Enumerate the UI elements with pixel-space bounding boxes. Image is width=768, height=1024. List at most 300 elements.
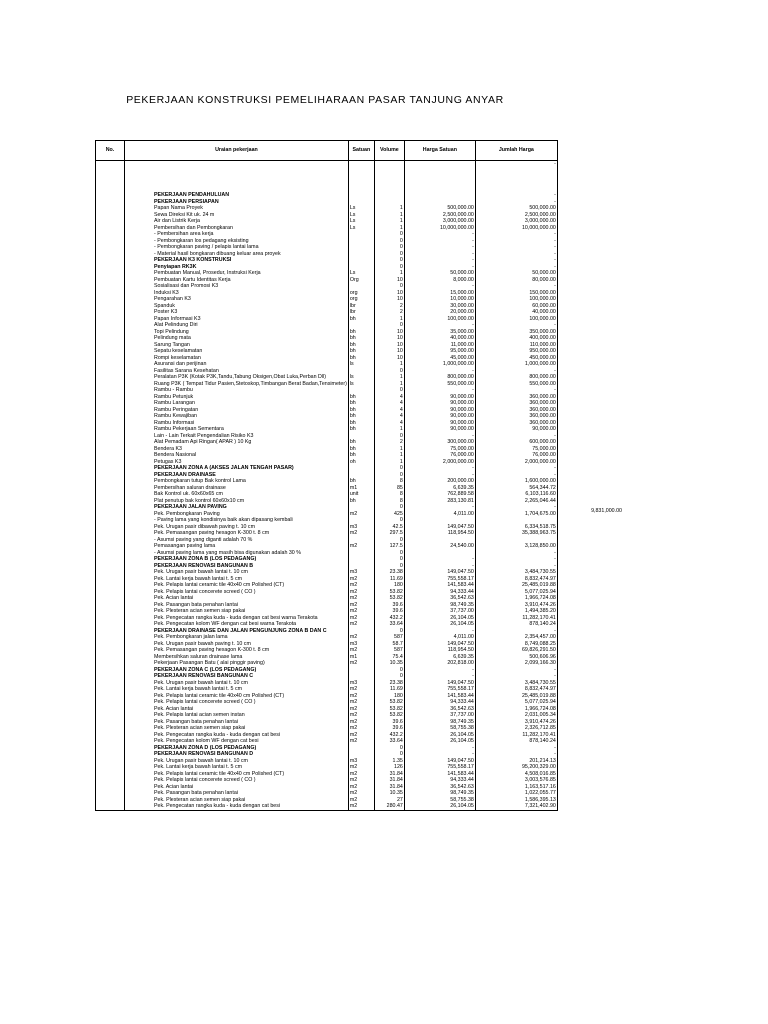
cell-satuan: m2 <box>348 771 374 778</box>
cell-uraian: - Pembongkaran paving / pelapis lantai lama <box>125 244 349 251</box>
cell-volume: 11.69 <box>374 686 404 693</box>
cell-harga-satuan: 1,000,000.00 <box>404 361 475 368</box>
cell-uraian: Fasilitas Sarana Kesehatan <box>125 368 349 375</box>
cell-jumlah-harga: 100,000.00 <box>475 296 557 303</box>
cell-uraian: - Paving lama yang kondisinya baik akan dipasang kembali <box>125 517 349 524</box>
cell-volume: 0 <box>374 472 404 479</box>
cell-uraian: Spanduk <box>125 303 349 310</box>
cell-harga-satuan: 283,130.81 <box>404 498 475 505</box>
cell-jumlah-harga: 2,500,000.00 <box>475 212 557 219</box>
cell-uraian: Pek. Urugan pasir bawah paving t. 10 cm <box>125 641 349 648</box>
cell-uraian: - Material hasil bongkaran dibuang keluar area proyek <box>125 251 349 258</box>
cell-volume: 1 <box>374 225 404 232</box>
cell-harga-satuan: - <box>404 231 475 238</box>
cell-harga-satuan: - <box>404 368 475 375</box>
cell-jumlah-harga: 95,200,329.00 <box>475 764 557 771</box>
cell-jumlah-harga: 8,832,474.97 <box>475 576 557 583</box>
cell-uraian: Penyiapan RK3K <box>125 264 349 271</box>
cell-uraian: Pek. Pengecatan rangka kuda - kuda dengan cat besi warna Terakota <box>125 615 349 622</box>
cell-jumlah-harga: 8,832,474.97 <box>475 686 557 693</box>
cell-no <box>96 803 125 810</box>
cell-uraian: Pek. Pengecatan rangka kuda - kuda dengan cat besi <box>125 732 349 739</box>
cell-jumlah-harga: - <box>475 264 557 271</box>
cell-volume: 31.84 <box>374 784 404 791</box>
cell-uraian: Pek. Urugan pasir bawah lantai t. 10 cm <box>125 680 349 687</box>
cell-satuan: ls <box>348 361 374 368</box>
cell-jumlah-harga: - <box>475 472 557 479</box>
cell-harga-satuan: - <box>404 244 475 251</box>
cell-uraian: Pek. Pengecatan kolom WF dengan cat besi warna Terakota <box>125 621 349 628</box>
cell-volume: 0 <box>374 745 404 752</box>
cell-volume: 10 <box>374 342 404 349</box>
cell-volume: 0 <box>374 751 404 758</box>
cell-uraian: PEKERJAAN ZONA B (LOS PEDAGANG) <box>125 556 349 563</box>
cell-volume: 31.84 <box>374 777 404 784</box>
cell-harga-satuan: - <box>404 673 475 680</box>
cell-harga-satuan: - <box>404 387 475 394</box>
cell-harga-satuan: 118,954.50 <box>404 530 475 537</box>
cell-volume: 10 <box>374 335 404 342</box>
cell-jumlah-harga: 4,508,016.85 <box>475 771 557 778</box>
cell-volume: 10.35 <box>374 660 404 667</box>
cell-jumlah-harga: 3,484,730.55 <box>475 569 557 576</box>
cell-harga-satuan: 58,755.38 <box>404 725 475 732</box>
cell-volume: 0 <box>374 667 404 674</box>
cell-volume: 10 <box>374 355 404 362</box>
cell-satuan: bh <box>348 413 374 420</box>
cell-uraian: Pelindung mata <box>125 335 349 342</box>
header-volume: Volume <box>374 141 404 161</box>
cell-jumlah-harga: 360,000.00 <box>475 413 557 420</box>
cell-satuan: ls <box>348 381 374 388</box>
cell-harga-satuan: 36,542.63 <box>404 784 475 791</box>
cell-no <box>96 161 125 193</box>
cell-harga-satuan: 94,333.44 <box>404 589 475 596</box>
cell-satuan: m2 <box>348 634 374 641</box>
cell-harga-satuan: 550,000.00 <box>404 381 475 388</box>
cell-uraian: Pek. Pasangan bata penahan lantai <box>125 719 349 726</box>
cell-satuan: Org <box>348 277 374 284</box>
cell-uraian: Pek. Acian lantai <box>125 706 349 713</box>
cell-harga-satuan: 149,047.50 <box>404 758 475 765</box>
cell-satuan: m2 <box>348 615 374 622</box>
cell-uraian: Rompi keselamatan <box>125 355 349 362</box>
cell-harga-satuan: - <box>404 472 475 479</box>
cell-jumlah-harga: 3,000,000.00 <box>475 218 557 225</box>
cell-uraian: Peralatan P3K (Kotak P3K,Tandu,Tabung Oksigen,Obat Luka,Perban Dll) <box>125 374 349 381</box>
cell-satuan: m2 <box>348 582 374 589</box>
cell-harga-satuan: - <box>404 251 475 258</box>
header-harga-satuan: Harga Satuan <box>404 141 475 161</box>
cell-uraian: Papan Nama Proyek <box>125 205 349 212</box>
cell-jumlah-harga: 3,128,850.00 <box>475 543 557 550</box>
cell-harga-satuan: 2,000,000.00 <box>404 459 475 466</box>
cell-uraian: Pembersihan dan Pembongkaran <box>125 225 349 232</box>
cell-satuan: bh <box>348 426 374 433</box>
cell-volume: 1 <box>374 205 404 212</box>
cell-uraian: Pek. Plesteran acian semen siap pakai <box>125 725 349 732</box>
cell-satuan: bh <box>348 316 374 323</box>
cell-volume: 2 <box>374 309 404 316</box>
cell-satuan: bh <box>348 394 374 401</box>
table-row <box>96 803 558 810</box>
cell-volume: 0 <box>374 251 404 258</box>
cell-jumlah-harga: - <box>475 322 557 329</box>
cell-jumlah-harga: 1,600,000.00 <box>475 478 557 485</box>
cell-jumlah-harga: 950,000.00 <box>475 348 557 355</box>
cell-volume: 297.5 <box>374 530 404 537</box>
cell-jumlah-harga: 10,000,000.00 <box>475 225 557 232</box>
cell-volume: 2 <box>374 439 404 446</box>
cell-volume: 10 <box>374 329 404 336</box>
cell-uraian: Pembuatan Manual, Prosedur, Instruksi Kerja <box>125 270 349 277</box>
cell-satuan: m2 <box>348 699 374 706</box>
cell-jumlah-harga: 3,484,730.55 <box>475 680 557 687</box>
cell-volume: 0 <box>374 283 404 290</box>
grand-total: 9,831,000.00 <box>591 508 622 514</box>
cell-volume: 1 <box>374 218 404 225</box>
cell-harga-satuan: 149,047.50 <box>404 569 475 576</box>
cell-satuan: m2 <box>348 589 374 596</box>
cell-volume: 8 <box>374 491 404 498</box>
cell-harga-satuan: 6,639.35 <box>404 654 475 661</box>
cell-harga-satuan: 26,104.05 <box>404 803 475 810</box>
cell-jumlah-harga: 1,586,395.13 <box>475 797 557 804</box>
cell-volume <box>374 161 404 193</box>
cell-harga-satuan: 118,954.50 <box>404 647 475 654</box>
cell-harga-satuan: 2,500,000.00 <box>404 212 475 219</box>
cell-harga-satuan: 4,011.00 <box>404 634 475 641</box>
cell-jumlah-harga: 69,826,291.50 <box>475 647 557 654</box>
cell-harga-satuan: 149,047.50 <box>404 641 475 648</box>
cell-harga-satuan: 755,558.17 <box>404 764 475 771</box>
cell-volume: 432.2 <box>374 732 404 739</box>
cell-volume: 10.35 <box>374 790 404 797</box>
cell-uraian: Rambu Peringatan <box>125 407 349 414</box>
cell-jumlah-harga: - <box>475 751 557 758</box>
cell-volume: 1 <box>374 361 404 368</box>
cell-harga-satuan: 800,000.00 <box>404 374 475 381</box>
table-body <box>96 161 558 811</box>
cell-volume: 2 <box>374 303 404 310</box>
cell-satuan: bh <box>348 355 374 362</box>
cell-uraian: Rambu Petunjuk <box>125 394 349 401</box>
cell-harga-satuan: - <box>404 563 475 570</box>
cell-satuan: m2 <box>348 608 374 615</box>
cell-harga-satuan: 98,749.35 <box>404 790 475 797</box>
cell-uraian: Pek. Acian lantai <box>125 784 349 791</box>
cell-harga-satuan: - <box>404 433 475 440</box>
cell-satuan: lbr <box>348 303 374 310</box>
cell-volume: 0 <box>374 563 404 570</box>
cell-harga-satuan: 3,000,000.00 <box>404 218 475 225</box>
cell-satuan: m2 <box>348 660 374 667</box>
cell-volume: 126 <box>374 764 404 771</box>
cell-volume: 23.38 <box>374 680 404 687</box>
cell-satuan: bh <box>348 498 374 505</box>
cell-volume: 53.82 <box>374 712 404 719</box>
cell-satuan: m2 <box>348 543 374 550</box>
cell-volume: 53.82 <box>374 595 404 602</box>
cell-jumlah-harga: - <box>475 251 557 258</box>
cell-harga-satuan: 40,000.00 <box>404 335 475 342</box>
cell-harga-satuan: 141,583.44 <box>404 693 475 700</box>
cell-volume: 0 <box>374 465 404 472</box>
cell-jumlah-harga: 350,000.00 <box>475 329 557 336</box>
cell-jumlah-harga: 76,000.00 <box>475 452 557 459</box>
cell-uraian: - Pembersihan area kerja <box>125 231 349 238</box>
cell-jumlah-harga: 1,022,055.77 <box>475 790 557 797</box>
cell-harga-satuan: 98,749.35 <box>404 719 475 726</box>
cell-jumlah-harga: 25,485,019.88 <box>475 693 557 700</box>
cell-harga-satuan: 58,755.38 <box>404 797 475 804</box>
cell-volume: 0 <box>374 550 404 557</box>
cell-uraian: Pek. Pelapis lantai ceramic tile 40x40 cm Polished (CT) <box>125 771 349 778</box>
cell-satuan: bh <box>348 439 374 446</box>
cell-uraian: Pek. Urugan pasir dibawah paving t. 10 cm <box>125 524 349 531</box>
cell-jumlah-harga: - <box>475 231 557 238</box>
cell-uraian: PEKERJAAN ZONA D (LOS PEDAGANG) <box>125 745 349 752</box>
cell-uraian: Sosialisasi dan Promosi K3 <box>125 283 349 290</box>
cell-satuan: bh <box>348 407 374 414</box>
cell-uraian: Pek. Pemasangan paving hexagon K-300 t. 8 cm <box>125 647 349 654</box>
cell-uraian: PEKERJAAN PENDAHULUAN <box>125 192 349 199</box>
cell-satuan: m3 <box>348 641 374 648</box>
cell-uraian: Pek. Lantai kerja bawah lantai t. 5 cm <box>125 576 349 583</box>
header-satuan: Satuan <box>348 141 374 161</box>
cell-jumlah-harga: 564,344.72 <box>475 485 557 492</box>
cell-volume: 10 <box>374 290 404 297</box>
cell-harga-satuan: - <box>404 257 475 264</box>
cell-uraian: Air dan Listrik Kerja <box>125 218 349 225</box>
cell-jumlah-harga: 75,000.00 <box>475 446 557 453</box>
cell-harga-satuan: - <box>404 283 475 290</box>
cell-volume: 587 <box>374 634 404 641</box>
cell-harga-satuan: - <box>404 264 475 271</box>
cell-volume: 1 <box>374 374 404 381</box>
cell-volume: 127.5 <box>374 543 404 550</box>
cell-uraian: Alat Pemadam Api Ringan( APAR ) 10 Kg <box>125 439 349 446</box>
cell-uraian: Bak Kontrol uk. 60x60x65 cm <box>125 491 349 498</box>
cell-uraian: - Pembongkaran los pedagang eksisting <box>125 238 349 245</box>
cell-jumlah-harga: - <box>475 161 557 193</box>
cell-jumlah-harga: 360,000.00 <box>475 394 557 401</box>
cell-uraian: Bendera Nasional <box>125 452 349 459</box>
cell-uraian: Membersihkan saluran drainase lama <box>125 654 349 661</box>
cell-volume: 39.6 <box>374 602 404 609</box>
cell-jumlah-harga: - <box>475 465 557 472</box>
cell-satuan: m2 <box>348 738 374 745</box>
cell-volume: 10 <box>374 348 404 355</box>
cell-harga-satuan: 36,542.63 <box>404 706 475 713</box>
cell-jumlah-harga: - <box>475 556 557 563</box>
cell-harga-satuan: 30,000.00 <box>404 303 475 310</box>
cell-volume: 39.6 <box>374 608 404 615</box>
cell-volume: 0 <box>374 628 404 635</box>
cell-jumlah-harga: 2,031,005.34 <box>475 712 557 719</box>
cell-harga-satuan: 4,011.00 <box>404 511 475 518</box>
cell-uraian: Pek. Pembongkaran Paving <box>125 511 349 518</box>
cell-satuan: bh <box>348 335 374 342</box>
cell-harga-satuan: 100,000.00 <box>404 316 475 323</box>
cell-uraian: Rambu Larangan <box>125 400 349 407</box>
cell-uraian: Poster K3 <box>125 309 349 316</box>
cell-harga-satuan: 95,000.00 <box>404 348 475 355</box>
cell-volume: 31.84 <box>374 771 404 778</box>
cell-jumlah-harga: 5,077,025.94 <box>475 699 557 706</box>
cell-jumlah-harga: 3,003,576.85 <box>475 777 557 784</box>
cell-jumlah-harga: - <box>475 387 557 394</box>
cell-uraian: PEKERJAAN ZONA A (AKSES JALAN TENGAH PASAR) <box>125 465 349 472</box>
cell-satuan: m2 <box>348 686 374 693</box>
cell-volume: 33.64 <box>374 621 404 628</box>
cell-uraian: Pek. Lantai kerja bawah lantai t. 5 cm <box>125 686 349 693</box>
cell-uraian: Bendera K3 <box>125 446 349 453</box>
cell-uraian: PEKERJAAN ZONA C (LOS PEDAGANG) <box>125 667 349 674</box>
cell-volume: 1 <box>374 459 404 466</box>
cell-jumlah-harga: 500,606.96 <box>475 654 557 661</box>
cell-satuan: m2 <box>348 764 374 771</box>
cell-jumlah-harga: - <box>475 745 557 752</box>
cell-uraian: Papan Informasi K3 <box>125 316 349 323</box>
cell-satuan: bh <box>348 342 374 349</box>
cell-satuan: org <box>348 296 374 303</box>
cell-jumlah-harga: - <box>475 673 557 680</box>
cell-harga-satuan: 90,000.00 <box>404 407 475 414</box>
cell-uraian: Alat Pelindung Diri <box>125 322 349 329</box>
cell-uraian <box>125 161 349 193</box>
cell-jumlah-harga: 35,388,963.75 <box>475 530 557 537</box>
cell-satuan: bh <box>348 452 374 459</box>
cell-uraian: Pek. Pelapis lantai concerete screed ( CO ) <box>125 589 349 596</box>
cell-harga-satuan: 500,000.00 <box>404 205 475 212</box>
cell-jumlah-harga: 878,140.24 <box>475 738 557 745</box>
cell-harga-satuan: - <box>404 238 475 245</box>
cell-uraian: Pek. Pembongkaran jalan lama <box>125 634 349 641</box>
cell-satuan: bh <box>348 348 374 355</box>
cell-jumlah-harga: 1,163,517.16 <box>475 784 557 791</box>
cell-jumlah-harga: 150,000.00 <box>475 290 557 297</box>
cell-uraian: Pek. Pelapis lantai concerete screed ( CO ) <box>125 777 349 784</box>
cell-uraian: PEKERJAAN DRAINASE DAN JALAN PENGUNJUNG ZONA B DAN C <box>125 628 349 635</box>
cell-volume: 0 <box>374 433 404 440</box>
cell-harga-satuan: 90,000.00 <box>404 400 475 407</box>
cell-harga-satuan: 15,000.00 <box>404 290 475 297</box>
cell-harga-satuan: 20,000.00 <box>404 309 475 316</box>
cell-uraian: PEKERJAAN RENOVASI BANGUNAN D <box>125 751 349 758</box>
cell-volume: 1 <box>374 316 404 323</box>
header-no: No. <box>96 141 125 161</box>
cell-volume: 0 <box>374 673 404 680</box>
cell-volume: 0 <box>374 368 404 375</box>
cell-harga-satuan: 149,047.50 <box>404 524 475 531</box>
cell-volume: 180 <box>374 693 404 700</box>
cell-satuan: org <box>348 290 374 297</box>
cell-satuan: bh <box>348 446 374 453</box>
cell-jumlah-harga: 450,000.00 <box>475 355 557 362</box>
cell-volume: 4 <box>374 407 404 414</box>
cell-harga-satuan: - <box>404 465 475 472</box>
cell-volume: 0 <box>374 238 404 245</box>
cell-harga-satuan: 755,558.17 <box>404 576 475 583</box>
cell-volume: 432.2 <box>374 615 404 622</box>
cell-jumlah-harga: 500,000.00 <box>475 205 557 212</box>
cell-harga-satuan: 10,000,000.00 <box>404 225 475 232</box>
cell-uraian: Pek. Pasangan bata penahan lantai <box>125 790 349 797</box>
cell-volume: 8 <box>374 478 404 485</box>
cell-volume: 53.82 <box>374 699 404 706</box>
cell-uraian: Pek. Pelapis lantai ceramic tile 40x40 cm Polished (CT) <box>125 582 349 589</box>
cell-volume: 0 <box>374 537 404 544</box>
cell-volume: 53.82 <box>374 706 404 713</box>
cell-volume: 10 <box>374 277 404 284</box>
cell-uraian: Pembersihan saluran drainase <box>125 485 349 492</box>
cell-jumlah-harga: 3,910,474.26 <box>475 719 557 726</box>
cell-jumlah-harga: 201,214.13 <box>475 758 557 765</box>
cell-volume: 0 <box>374 231 404 238</box>
cell-volume: 1 <box>374 446 404 453</box>
cell-jumlah-harga: - <box>475 504 557 511</box>
cell-satuan: Ls <box>348 205 374 212</box>
cell-jumlah-harga: 3,910,474.26 <box>475 602 557 609</box>
cell-harga-satuan: 200,000.00 <box>404 478 475 485</box>
cell-satuan: Ls <box>348 225 374 232</box>
table-header-row <box>96 141 558 161</box>
cell-uraian: Pek. Plesteran acian semen siap pakai <box>125 608 349 615</box>
cell-volume: 1.35 <box>374 758 404 765</box>
cell-satuan <box>348 161 374 193</box>
cell-satuan: Ls <box>348 270 374 277</box>
cell-volume: 1 <box>374 381 404 388</box>
cell-satuan: m2 <box>348 784 374 791</box>
cell-satuan: m2 <box>348 790 374 797</box>
cell-volume: 27 <box>374 797 404 804</box>
cell-jumlah-harga: - <box>475 628 557 635</box>
cell-satuan: m2 <box>348 712 374 719</box>
cell-volume: 280.47 <box>374 803 404 810</box>
cell-jumlah-harga: - <box>475 563 557 570</box>
cell-harga-satuan: 202,818.00 <box>404 660 475 667</box>
cell-harga-satuan: 10,000.00 <box>404 296 475 303</box>
cell-uraian: - Asumsi paving yang diganti adalah 70 % <box>125 537 349 544</box>
cell-uraian: Sewa Direksi Kit uk. 24 m <box>125 212 349 219</box>
cell-jumlah-harga: 2,000,000.00 <box>475 459 557 466</box>
cell-jumlah-harga: 400,000.00 <box>475 335 557 342</box>
cell-harga-satuan: 75,000.00 <box>404 446 475 453</box>
cell-jumlah-harga: 8,749,088.25 <box>475 641 557 648</box>
cell-harga-satuan: - <box>404 667 475 674</box>
cell-uraian: PEKERJAAN K3 KONSTRUKSI <box>125 257 349 264</box>
cell-harga-satuan: 11,000.00 <box>404 342 475 349</box>
header-jumlah-harga: Jumlah Harga <box>475 141 557 161</box>
cell-volume: 0 <box>374 257 404 264</box>
cell-harga-satuan: 94,333.44 <box>404 777 475 784</box>
cell-jumlah-harga: 11,282,170.41 <box>475 615 557 622</box>
cell-jumlah-harga: 5,077,025.94 <box>475 589 557 596</box>
cell-volume: 11.69 <box>374 576 404 583</box>
cell-harga-satuan: 26,104.05 <box>404 621 475 628</box>
cell-harga-satuan: 35,000.00 <box>404 329 475 336</box>
cell-uraian: Pek. Pelapis lantai concerete screed ( CO ) <box>125 699 349 706</box>
cell-volume: 85 <box>374 485 404 492</box>
cell-jumlah-harga: 2,326,712.85 <box>475 725 557 732</box>
cell-satuan: lbr <box>348 309 374 316</box>
cell-jumlah-harga: 1,704,675.00 <box>475 511 557 518</box>
cell-volume: 33.64 <box>374 738 404 745</box>
cell-satuan: m2 <box>348 595 374 602</box>
cell-volume: 0 <box>374 504 404 511</box>
cell-satuan: Ls <box>348 212 374 219</box>
